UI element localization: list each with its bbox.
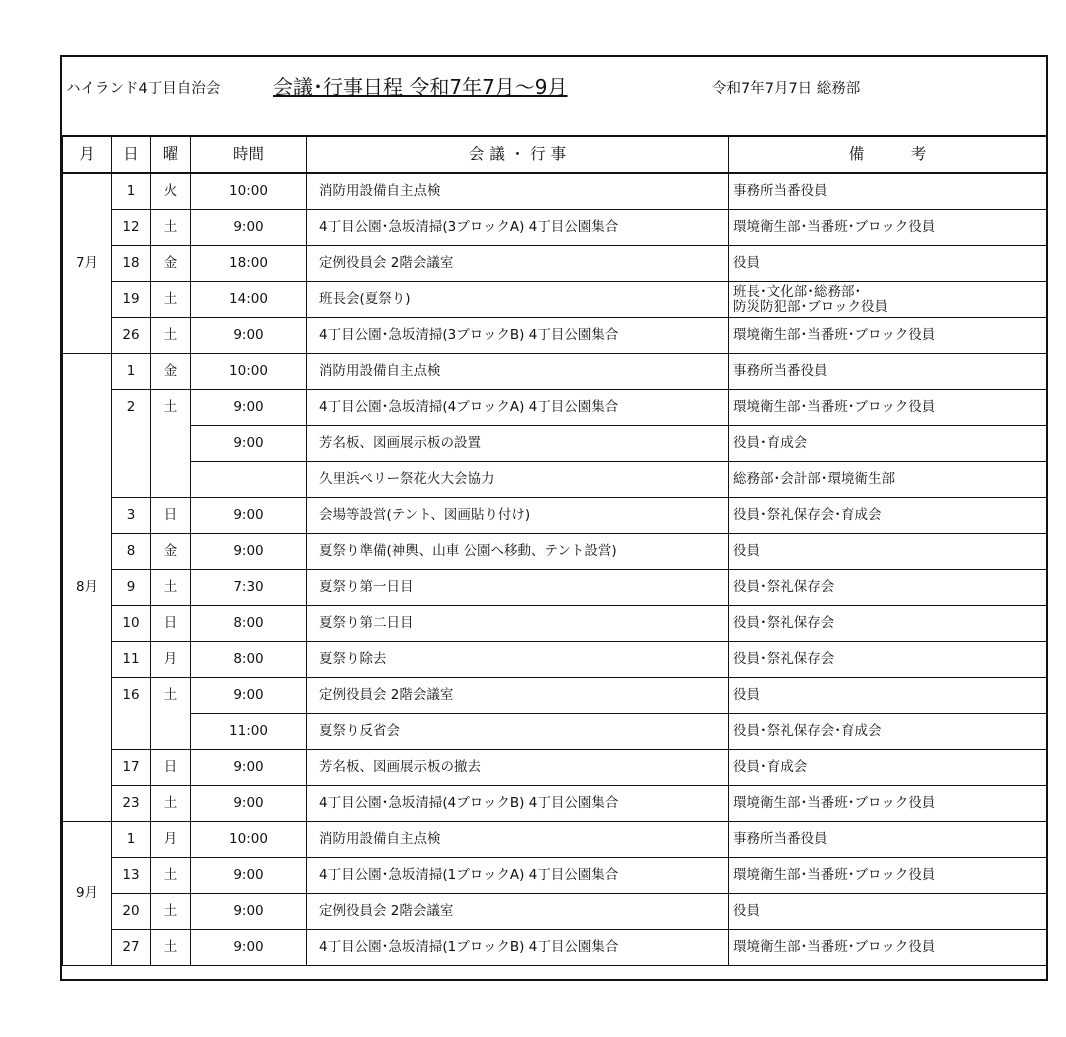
- remarks-cell: [729, 606, 1047, 642]
- weekday-cell: 日: [151, 606, 191, 642]
- time-cell: 9:00: [191, 786, 307, 822]
- remarks-cell: [729, 210, 1047, 246]
- time-cell: 8:00: [191, 606, 307, 642]
- remarks-text-line2: 防災防犯部･ブロック役員: [733, 298, 888, 315]
- weekday-cell: 土: [151, 390, 191, 498]
- remarks-text: 事務所当番役員: [733, 183, 828, 199]
- event-cell: 夏祭り反省会: [307, 714, 729, 750]
- event-cell: 久里浜ペリー祭花火大会協力: [307, 462, 729, 498]
- time-cell: 9:00: [191, 318, 307, 354]
- table-row: [63, 246, 1047, 282]
- time-cell: 10:00: [191, 354, 307, 390]
- schedule-document: [60, 55, 1048, 981]
- time-cell: 10:00: [191, 173, 307, 210]
- time-cell: [191, 462, 307, 498]
- remarks-cell: [729, 786, 1047, 822]
- remarks-text: 役員･祭礼保存会: [733, 579, 835, 595]
- weekday-cell: 土: [151, 210, 191, 246]
- table-row: [63, 750, 1047, 786]
- day-cell: 16: [112, 678, 151, 750]
- remarks-cell: [729, 462, 1047, 498]
- col-header-remarks: 備 考: [729, 136, 1047, 174]
- day-cell: 17: [112, 750, 151, 786]
- remarks-cell: [729, 822, 1047, 858]
- remarks-cell: [729, 246, 1047, 282]
- event-cell: 夏祭り第二日目: [307, 606, 729, 642]
- day-cell: 11: [112, 642, 151, 678]
- table-row: [63, 498, 1047, 534]
- time-cell: 9:00: [191, 390, 307, 426]
- weekday-cell: 土: [151, 282, 191, 318]
- day-cell: 3: [112, 498, 151, 534]
- remarks-text: 環境衛生部･当番班･ブロック役員: [733, 327, 936, 343]
- event-cell: 定例役員会 2階会議室: [307, 678, 729, 714]
- event-cell: 4丁目公園･急坂清掃(3ブロックB) 4丁目公園集合: [307, 318, 729, 354]
- remarks-cell: [729, 570, 1047, 606]
- col-header-time: 時間: [191, 136, 307, 174]
- month-cell: 8月: [63, 354, 112, 822]
- remarks-text: 役員: [733, 903, 760, 919]
- document-header: [62, 57, 1046, 137]
- event-cell: 消防用設備自主点検: [307, 354, 729, 390]
- event-cell: 消防用設備自主点検: [307, 822, 729, 858]
- day-cell: 9: [112, 570, 151, 606]
- table-row: [63, 714, 1047, 750]
- col-header-month: 月: [63, 136, 112, 174]
- day-cell: 26: [112, 318, 151, 354]
- remarks-text: 役員･祭礼保存会･育成会: [733, 723, 882, 739]
- weekday-cell: 金: [151, 246, 191, 282]
- event-cell: 4丁目公園･急坂清掃(4ブロックB) 4丁目公園集合: [307, 786, 729, 822]
- table-row: [63, 390, 1047, 426]
- remarks-cell: [729, 642, 1047, 678]
- remarks-text: 役員･祭礼保存会･育成会: [733, 507, 882, 523]
- table-row: [63, 930, 1047, 966]
- table-row: [63, 822, 1047, 858]
- remarks-cell: [729, 930, 1047, 966]
- table-row: [63, 894, 1047, 930]
- day-cell: 1: [112, 173, 151, 210]
- event-cell: 消防用設備自主点検: [307, 173, 729, 210]
- col-header-event: 会 議 ・ 行 事: [307, 136, 729, 174]
- time-cell: 9:00: [191, 426, 307, 462]
- weekday-cell: 土: [151, 786, 191, 822]
- organization-name: ハイランド4丁目自治会: [66, 81, 221, 97]
- remarks-cell: [729, 534, 1047, 570]
- remarks-text: 役員･祭礼保存会: [733, 651, 835, 667]
- time-cell: 9:00: [191, 534, 307, 570]
- event-cell: 芳名板、図画展示板の設置: [307, 426, 729, 462]
- day-cell: 18: [112, 246, 151, 282]
- event-cell: 4丁目公園･急坂清掃(3ブロックA) 4丁目公園集合: [307, 210, 729, 246]
- event-cell: 夏祭り第一日目: [307, 570, 729, 606]
- remarks-text: 役員･祭礼保存会: [733, 615, 835, 631]
- table-row: [63, 354, 1047, 390]
- weekday-cell: 金: [151, 354, 191, 390]
- day-cell: 2: [112, 390, 151, 498]
- remarks-cell: [729, 750, 1047, 786]
- remarks-text: 役員･育成会: [733, 435, 808, 451]
- remarks-text: 環境衛生部･当番班･ブロック役員: [733, 219, 936, 235]
- time-cell: 9:00: [191, 894, 307, 930]
- time-cell: 7:30: [191, 570, 307, 606]
- day-cell: 8: [112, 534, 151, 570]
- issue-date-department: 令和7年7月7日 総務部: [712, 81, 861, 97]
- weekday-cell: 土: [151, 570, 191, 606]
- weekday-cell: 金: [151, 534, 191, 570]
- weekday-cell: 月: [151, 642, 191, 678]
- table-row: [63, 678, 1047, 714]
- time-cell: 9:00: [191, 210, 307, 246]
- day-cell: 20: [112, 894, 151, 930]
- weekday-cell: 土: [151, 678, 191, 750]
- remarks-cell: [729, 714, 1047, 750]
- schedule-body: [63, 173, 1047, 966]
- table-row: [63, 462, 1047, 498]
- event-cell: 芳名板、図画展示板の撤去: [307, 750, 729, 786]
- day-cell: 10: [112, 606, 151, 642]
- weekday-cell: 土: [151, 858, 191, 894]
- col-header-day: 日: [112, 136, 151, 174]
- event-cell: 夏祭り準備(神輿、山車 公園へ移動、テント設営): [307, 534, 729, 570]
- remarks-cell: [729, 282, 1047, 318]
- weekday-cell: 月: [151, 822, 191, 858]
- table-row: [63, 606, 1047, 642]
- time-cell: 9:00: [191, 678, 307, 714]
- table-row: [63, 318, 1047, 354]
- event-cell: 4丁目公園･急坂清掃(1ブロックA) 4丁目公園集合: [307, 858, 729, 894]
- time-cell: 11:00: [191, 714, 307, 750]
- day-cell: 12: [112, 210, 151, 246]
- event-cell: 会場等設営(テント、図画貼り付け): [307, 498, 729, 534]
- remarks-text: 環境衛生部･当番班･ブロック役員: [733, 399, 936, 415]
- table-row: [63, 173, 1047, 210]
- event-cell: 班長会(夏祭り): [307, 282, 729, 318]
- weekday-cell: 火: [151, 173, 191, 210]
- col-header-weekday: 曜: [151, 136, 191, 174]
- document-title: 会議･行事日程 令和7年7月～9月: [273, 75, 568, 99]
- remarks-cell: [729, 894, 1047, 930]
- month-cell: 7月: [63, 173, 112, 354]
- time-cell: 10:00: [191, 822, 307, 858]
- remarks-text: 役員: [733, 255, 760, 271]
- table-header-row: [63, 136, 1047, 174]
- remarks-cell: [729, 426, 1047, 462]
- table-row: [63, 210, 1047, 246]
- weekday-cell: 日: [151, 750, 191, 786]
- event-cell: 4丁目公園･急坂清掃(1ブロックB) 4丁目公園集合: [307, 930, 729, 966]
- remarks-text: 役員･育成会: [733, 759, 808, 775]
- remarks-text: 環境衛生部･当番班･ブロック役員: [733, 795, 936, 811]
- remarks-cell: [729, 858, 1047, 894]
- table-row: [63, 642, 1047, 678]
- time-cell: 14:00: [191, 282, 307, 318]
- remarks-cell: [729, 498, 1047, 534]
- weekday-cell: 土: [151, 930, 191, 966]
- remarks-cell: [729, 678, 1047, 714]
- remarks-cell: [729, 354, 1047, 390]
- remarks-text: 事務所当番役員: [733, 831, 828, 847]
- remarks-text: 役員: [733, 687, 760, 703]
- remarks-text: 役員: [733, 543, 760, 559]
- day-cell: 23: [112, 786, 151, 822]
- table-row: [63, 282, 1047, 318]
- weekday-cell: 土: [151, 894, 191, 930]
- remarks-cell: [729, 318, 1047, 354]
- day-cell: 27: [112, 930, 151, 966]
- event-cell: 定例役員会 2階会議室: [307, 246, 729, 282]
- event-cell: 定例役員会 2階会議室: [307, 894, 729, 930]
- time-cell: 18:00: [191, 246, 307, 282]
- time-cell: 9:00: [191, 498, 307, 534]
- schedule-table: [62, 135, 1047, 966]
- table-row: [63, 570, 1047, 606]
- time-cell: 9:00: [191, 930, 307, 966]
- day-cell: 1: [112, 822, 151, 858]
- month-cell: 9月: [63, 822, 112, 966]
- time-cell: 9:00: [191, 750, 307, 786]
- table-row: [63, 786, 1047, 822]
- remarks-text: 環境衛生部･当番班･ブロック役員: [733, 867, 936, 883]
- weekday-cell: 日: [151, 498, 191, 534]
- time-cell: 8:00: [191, 642, 307, 678]
- remarks-text: 総務部･会計部･環境衛生部: [733, 471, 895, 487]
- table-row: [63, 534, 1047, 570]
- time-cell: 9:00: [191, 858, 307, 894]
- event-cell: 4丁目公園･急坂清掃(4ブロックA) 4丁目公園集合: [307, 390, 729, 426]
- event-cell: 夏祭り除去: [307, 642, 729, 678]
- day-cell: 13: [112, 858, 151, 894]
- day-cell: 1: [112, 354, 151, 390]
- remarks-text: 事務所当番役員: [733, 363, 828, 379]
- weekday-cell: 土: [151, 318, 191, 354]
- table-row: [63, 426, 1047, 462]
- remarks-cell: [729, 173, 1047, 210]
- table-row: [63, 858, 1047, 894]
- remarks-text: 環境衛生部･当番班･ブロック役員: [733, 939, 936, 955]
- remarks-cell: [729, 390, 1047, 426]
- day-cell: 19: [112, 282, 151, 318]
- remarks-text: 班長･文化部･総務部･: [733, 283, 862, 300]
